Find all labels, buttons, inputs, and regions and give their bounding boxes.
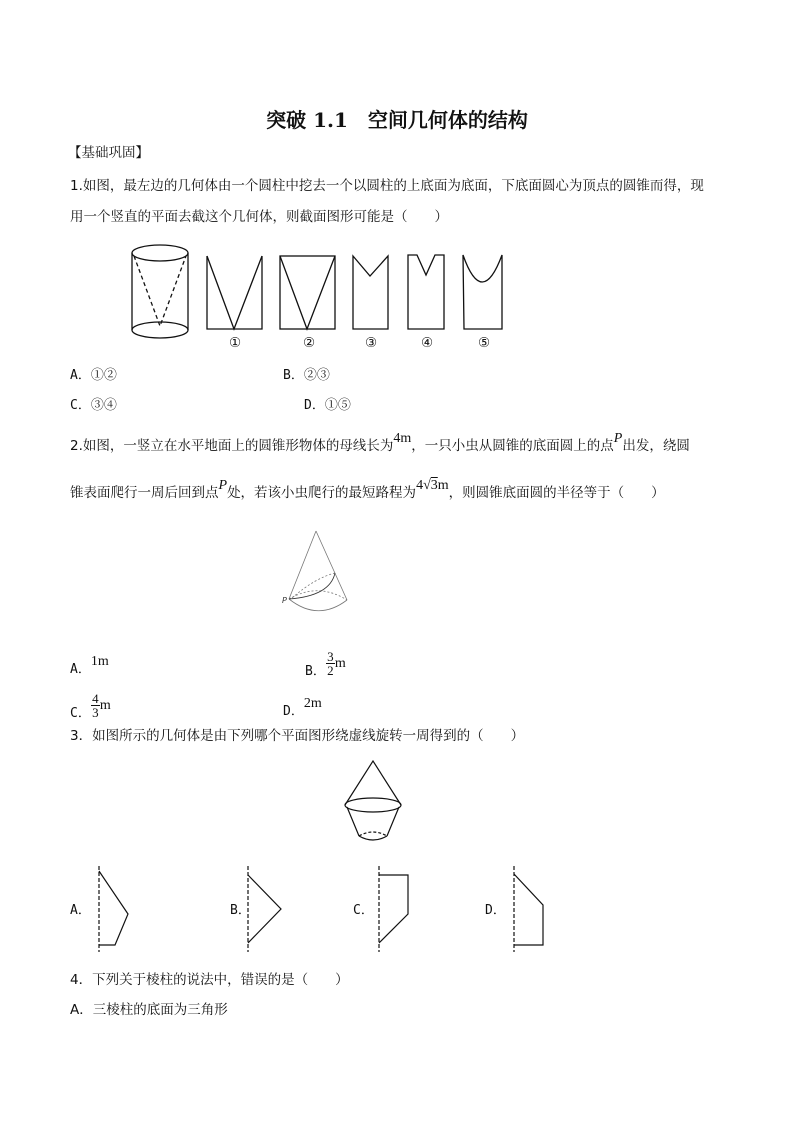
option-fraction bbox=[326, 650, 335, 677]
q2-text: ，则圆锥底面圆的半径等于（ ） bbox=[448, 485, 665, 501]
q1-text-line2: 用一个竖直的平面去截这个几何体，则截面图形可能是（ ） bbox=[70, 209, 448, 225]
figure-label-4: ④ bbox=[421, 335, 434, 351]
q1-option-d[interactable]: D．①⑤ bbox=[304, 398, 351, 413]
q2-option-d[interactable] bbox=[283, 696, 322, 720]
q2-option-a[interactable] bbox=[70, 654, 109, 678]
q2-generatrix-length: 4m bbox=[393, 431, 412, 446]
q3-option-a[interactable]: A． bbox=[70, 903, 91, 918]
option-letter: C． bbox=[70, 706, 91, 721]
option-letter: D． bbox=[283, 704, 304, 719]
denominator: 2 bbox=[327, 663, 334, 678]
q3-text: 3．如图所示的几何体是由下列哪个平面图形绕虚线旋转一周得到的（ ） bbox=[70, 728, 525, 744]
page-title: 突破 1.1 空间几何体的结构 bbox=[266, 108, 528, 132]
q2-text: ，一只小虫从圆锥的底面圆上的点 bbox=[411, 438, 614, 454]
q2-cone-figure bbox=[280, 530, 352, 620]
q1-text-line1: 1.如图，最左边的几何体由一个圆柱中挖去一个以圆柱的上底面为底面，下底面圆心为顶点的圆锥而得，现 bbox=[70, 178, 704, 194]
q1-option-a[interactable]: A．①② bbox=[70, 368, 117, 383]
unit: m bbox=[437, 478, 449, 493]
option-letter: A． bbox=[70, 662, 91, 677]
q1-option-b[interactable]: B．②③ bbox=[283, 368, 330, 383]
q1-section-figure-5 bbox=[462, 254, 506, 331]
q2-text: 锥表面爬行一周后回到点 bbox=[70, 485, 219, 501]
q2-point-p: P bbox=[613, 431, 623, 446]
option-letter: B． bbox=[305, 664, 326, 679]
q1-section-figure-3 bbox=[352, 255, 392, 331]
q1-section-figure-1 bbox=[206, 255, 264, 331]
option-fraction bbox=[91, 692, 100, 719]
figure-label-5: ⑤ bbox=[478, 335, 491, 351]
q2-text-line2 bbox=[70, 478, 665, 502]
coefficient: 4 bbox=[416, 478, 424, 493]
q2-text: 2.如图，一竖立在水平地面上的圆锥形物体的母线长为 bbox=[70, 438, 394, 454]
q3-option-b-figure[interactable] bbox=[247, 866, 283, 954]
q2-text-line1 bbox=[70, 431, 690, 455]
unit: m bbox=[334, 656, 346, 671]
q3-solid-figure bbox=[344, 760, 404, 842]
q2-option-b[interactable] bbox=[305, 649, 346, 685]
q2-point-p: P bbox=[218, 478, 228, 493]
section-heading: 【基础巩固】 bbox=[68, 145, 149, 161]
q3-option-c-figure[interactable] bbox=[378, 866, 414, 954]
q1-section-figure-2 bbox=[279, 255, 337, 331]
q2-figure-label-p: P bbox=[282, 596, 287, 605]
q1-cylinder-figure bbox=[130, 244, 194, 344]
numerator: 3 bbox=[327, 649, 334, 664]
numerator: 4 bbox=[92, 691, 99, 706]
radicand: 3 bbox=[430, 478, 438, 493]
unit: m bbox=[99, 698, 111, 713]
q4-text: 4．下列关于棱柱的说法中，错误的是（ ） bbox=[70, 972, 349, 988]
q1-section-figure-4 bbox=[407, 254, 447, 331]
q4-option-a[interactable]: A．三棱柱的底面为三角形 bbox=[70, 1002, 228, 1018]
figure-label-1: ① bbox=[229, 335, 242, 351]
q3-option-d-figure[interactable] bbox=[513, 866, 549, 954]
figure-label-2: ② bbox=[303, 335, 316, 351]
q3-option-b[interactable]: B． bbox=[230, 903, 251, 918]
q1-option-c[interactable]: C．③④ bbox=[70, 398, 117, 413]
option-value: 2m bbox=[303, 696, 322, 711]
q3-option-c[interactable]: C． bbox=[353, 903, 374, 918]
q2-option-c[interactable] bbox=[70, 691, 111, 727]
q2-text: 处，若该小虫爬行的最短路程为 bbox=[227, 485, 417, 501]
denominator: 3 bbox=[92, 705, 99, 720]
q3-option-d[interactable]: D． bbox=[485, 903, 506, 918]
q2-text: 出发，绕圆 bbox=[622, 438, 690, 454]
q3-option-a-figure[interactable] bbox=[98, 866, 134, 954]
q2-shortest-path: 4√3m bbox=[416, 478, 449, 493]
option-value: 1m bbox=[90, 654, 109, 669]
figure-label-3: ③ bbox=[365, 335, 378, 351]
